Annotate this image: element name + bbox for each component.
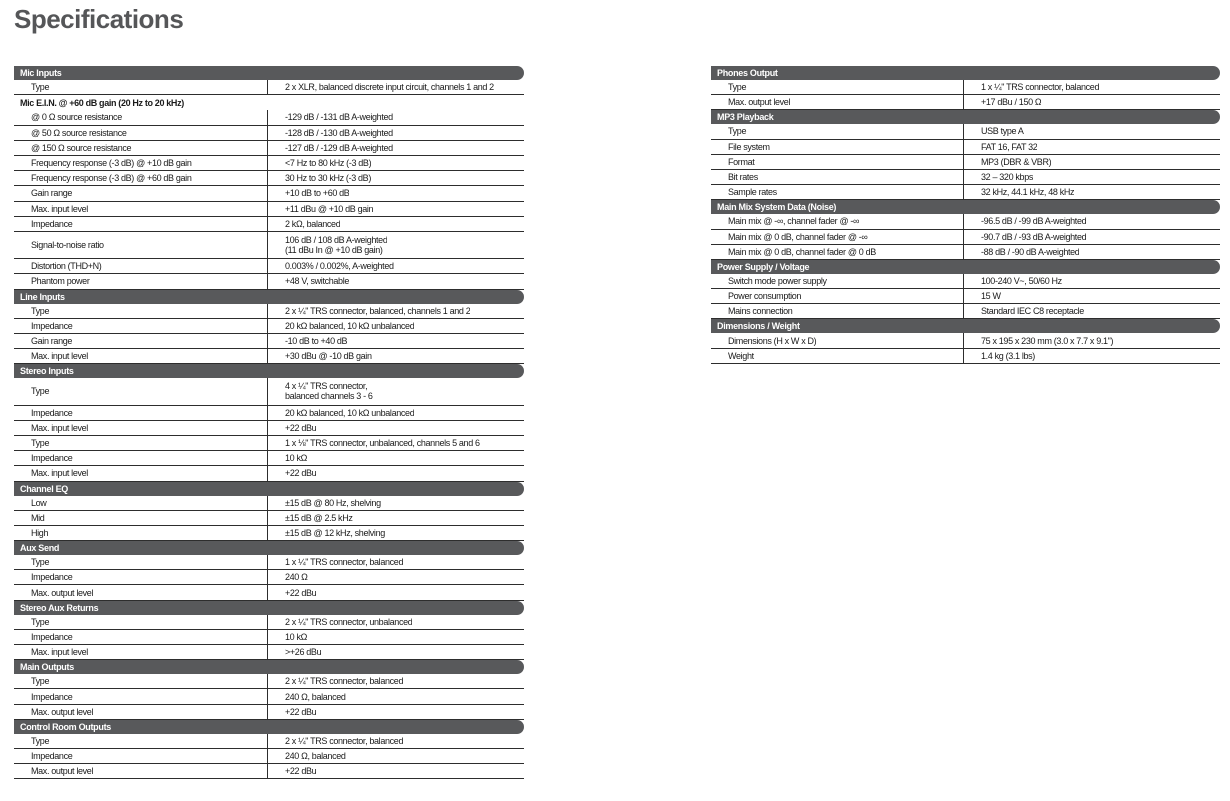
spec-value: 10 kΩ	[285, 453, 307, 464]
spec-row	[711, 304, 1220, 319]
spec-label: Switch mode power supply	[711, 274, 964, 288]
spec-value: USB type A	[981, 126, 1024, 137]
spec-value: 32 kHz, 44.1 kHz, 48 kHz	[981, 187, 1075, 198]
spec-row	[14, 110, 524, 125]
spec-label: Dimensions (H x W x D)	[711, 333, 964, 347]
spec-row	[14, 259, 524, 274]
spec-row	[14, 451, 524, 466]
spec-row	[711, 124, 1220, 139]
spec-row	[711, 140, 1220, 155]
spec-label: Power consumption	[711, 289, 964, 303]
spec-label: Type	[14, 304, 268, 318]
left-spec-column	[14, 66, 524, 779]
spec-row	[14, 421, 524, 436]
spec-row	[711, 95, 1220, 110]
spec-row	[14, 570, 524, 585]
spec-row	[14, 526, 524, 541]
spec-label: Max. input level	[14, 466, 268, 480]
spec-value: 32 – 320 kbps	[981, 172, 1033, 183]
spec-label: Impedance	[14, 570, 268, 584]
spec-label: Type	[14, 378, 268, 404]
section-header-main-outputs: Main Outputs	[14, 660, 524, 674]
spec-row	[14, 406, 524, 421]
spec-value: 2 x ¼" TRS connector, unbalanced	[285, 616, 413, 627]
spec-row	[14, 126, 524, 141]
spec-row	[14, 734, 524, 749]
spec-label: Max. input level	[14, 202, 268, 216]
spec-value: 2 x ¼" TRS connector, balanced, channels 1 and 2	[285, 305, 471, 316]
spec-label: Max. input level	[14, 421, 268, 435]
spec-row	[14, 630, 524, 645]
section-header-mic-inputs: Mic Inputs	[14, 66, 524, 80]
spec-label: File system	[711, 140, 964, 154]
spec-value: 106 dB / 108 dB A-weighted (11 dBu In @ +10 dB gain)	[285, 235, 388, 256]
spec-value: 1 x ¼" TRS connector, balanced	[285, 557, 404, 568]
spec-row	[14, 274, 524, 289]
spec-value: 20 kΩ balanced, 10 kΩ unbalanced	[285, 320, 415, 331]
spec-value: -129 dB / -131 dB A-weighted	[285, 112, 393, 123]
spec-label: Phantom power	[14, 274, 268, 288]
spec-value: -90.7 dB / -93 dB A-weighted	[981, 231, 1087, 242]
spec-value: ±15 dB @ 12 kHz, shelving	[285, 528, 385, 538]
spec-value: 240 Ω	[285, 572, 308, 583]
spec-label: Signal-to-noise ratio	[14, 232, 268, 258]
section-header-stereo-inputs: Stereo Inputs	[14, 364, 524, 378]
spec-value: ±15 dB @ 80 Hz, shelving	[285, 497, 381, 508]
spec-label: @ 50 Ω source resistance	[14, 126, 268, 140]
spec-value: 0.003% / 0.002%, A-weighted	[285, 261, 394, 272]
spec-label: Max. output level	[14, 764, 268, 778]
section-header-control-room-outputs: Control Room Outputs	[14, 720, 524, 734]
spec-label: Max. input level	[14, 645, 268, 659]
spec-row	[14, 202, 524, 217]
section-header-stereo-aux-returns: Stereo Aux Returns	[14, 601, 524, 615]
spec-value: FAT 16, FAT 32	[981, 141, 1038, 152]
spec-label: Low	[14, 496, 268, 510]
spec-subheading-row	[14, 95, 524, 110]
section-header-line-inputs: Line Inputs	[14, 290, 524, 304]
spec-value: 2 x ¼" TRS connector, balanced	[285, 735, 404, 746]
spec-label: @ 150 Ω source resistance	[14, 141, 268, 155]
spec-row	[14, 674, 524, 689]
section-header-phones-output: Phones Output	[711, 66, 1220, 80]
spec-row	[14, 705, 524, 720]
spec-label: Gain range	[14, 186, 268, 200]
spec-label: Main mix @ 0 dB, channel fader @ 0 dB	[711, 245, 964, 259]
spec-value: +10 dB to +60 dB	[285, 188, 350, 199]
spec-subheading: Mic E.I.N. @ +60 dB gain (20 Hz to 20 kHz)	[20, 97, 184, 108]
spec-row	[14, 232, 524, 259]
spec-label: Frequency response (-3 dB) @ +60 dB gain	[14, 171, 268, 185]
spec-label: Sample rates	[711, 185, 964, 199]
spec-label: High	[14, 526, 268, 540]
spec-row	[14, 171, 524, 186]
spec-row	[14, 555, 524, 570]
spec-value: +17 dBu / 150 Ω	[981, 97, 1042, 108]
spec-row	[14, 80, 524, 95]
spec-value: 30 Hz to 30 kHz (-3 dB)	[285, 173, 371, 184]
spec-value: +30 dBu @ -10 dB gain	[285, 351, 372, 362]
spec-label: Max. output level	[14, 585, 268, 599]
spec-value: 10 kΩ	[285, 631, 307, 642]
spec-label: Impedance	[14, 319, 268, 333]
spec-row	[14, 689, 524, 704]
spec-value: 1 x ¼" TRS connector, balanced	[981, 82, 1100, 93]
spec-label: @ 0 Ω source resistance	[14, 110, 268, 124]
spec-value: +48 V, switchable	[285, 276, 350, 287]
spec-label: Gain range	[14, 334, 268, 348]
section-header-mp3-playback: MP3 Playback	[711, 110, 1220, 124]
spec-row	[14, 749, 524, 764]
spec-row	[14, 334, 524, 349]
spec-row	[14, 156, 524, 171]
spec-label: Main mix @ -∞, channel fader @ -∞	[711, 214, 964, 228]
spec-row	[14, 378, 524, 405]
spec-label: Type	[14, 615, 268, 629]
spec-value: -88 dB / -90 dB A-weighted	[981, 246, 1080, 257]
spec-value: 20 kΩ balanced, 10 kΩ unbalanced	[285, 407, 415, 418]
spec-value: Standard IEC C8 receptacle	[981, 306, 1084, 317]
spec-value: +22 dBu	[285, 468, 317, 479]
spec-label: Main mix @ 0 dB, channel fader @ -∞	[711, 230, 964, 244]
spec-label: Type	[14, 436, 268, 450]
spec-label: Bit rates	[711, 170, 964, 184]
spec-row	[14, 319, 524, 334]
spec-label: Impedance	[14, 630, 268, 644]
spec-row	[14, 764, 524, 779]
right-spec-column	[711, 66, 1220, 364]
spec-row	[711, 245, 1220, 260]
spec-row	[711, 80, 1220, 95]
spec-row	[14, 585, 524, 600]
spec-row	[14, 511, 524, 526]
spec-row	[14, 436, 524, 451]
spec-value: -128 dB / -130 dB A-weighted	[285, 127, 393, 138]
spec-value: +22 dBu	[285, 422, 317, 433]
spec-label: Impedance	[14, 451, 268, 465]
page-title: Specifications	[14, 4, 184, 34]
section-header-channel-eq: Channel EQ	[14, 482, 524, 496]
section-header-aux-send: Aux Send	[14, 541, 524, 555]
section-header-power-supply-voltage: Power Supply / Voltage	[711, 260, 1220, 274]
spec-row	[14, 496, 524, 511]
spec-value: MP3 (DBR & VBR)	[981, 156, 1052, 167]
spec-value: >+26 dBu	[285, 647, 322, 658]
spec-value: +22 dBu	[285, 706, 317, 717]
spec-value: 2 x XLR, balanced discrete input circuit, channels 1 and 2	[285, 82, 494, 93]
spec-label: Type	[14, 80, 268, 94]
spec-row	[14, 186, 524, 201]
spec-value: 240 Ω, balanced	[285, 751, 346, 762]
spec-value: -96.5 dB / -99 dB A-weighted	[981, 216, 1087, 227]
spec-row	[14, 217, 524, 232]
spec-value: 240 Ω, balanced	[285, 691, 346, 702]
spec-value: -127 dB / -129 dB A-weighted	[285, 142, 393, 153]
spec-row	[14, 141, 524, 156]
spec-row	[14, 615, 524, 630]
spec-label: Format	[711, 155, 964, 169]
section-header-main-mix-system-data-noise: Main Mix System Data (Noise)	[711, 200, 1220, 214]
spec-value: 1.4 kg (3.1 lbs)	[981, 350, 1035, 361]
spec-value: <7 Hz to 80 kHz (-3 dB)	[285, 158, 372, 169]
spec-label: Frequency response (-3 dB) @ +10 dB gain	[14, 156, 268, 170]
spec-value: 2 kΩ, balanced	[285, 218, 341, 229]
spec-label: Type	[711, 80, 964, 94]
spec-value: 100-240 V~, 50/60 Hz	[981, 275, 1062, 286]
spec-value: 15 W	[981, 291, 1001, 302]
spec-label: Distortion (THD+N)	[14, 259, 268, 273]
spec-row	[711, 214, 1220, 229]
spec-label: Max. output level	[711, 95, 964, 109]
spec-label: Impedance	[14, 749, 268, 763]
spec-row	[711, 274, 1220, 289]
spec-row	[711, 170, 1220, 185]
spec-label: Max. output level	[14, 705, 268, 719]
spec-row	[14, 466, 524, 481]
spec-label: Impedance	[14, 406, 268, 420]
spec-row	[14, 349, 524, 364]
spec-row	[711, 333, 1220, 348]
section-header-dimensions-weight: Dimensions / Weight	[711, 319, 1220, 333]
spec-value: +22 dBu	[285, 587, 317, 598]
spec-label: Type	[14, 674, 268, 688]
spec-label: Type	[711, 124, 964, 138]
spec-row	[711, 289, 1220, 304]
spec-row	[14, 304, 524, 319]
spec-value: 2 x ¼" TRS connector, balanced	[285, 676, 404, 687]
spec-row	[14, 645, 524, 660]
spec-label: Type	[14, 555, 268, 569]
spec-label: Impedance	[14, 217, 268, 231]
spec-value: 4 x ¼" TRS connector, balanced channels 3 - 6	[285, 381, 373, 402]
spec-row	[711, 155, 1220, 170]
spec-value: ±15 dB @ 2.5 kHz	[285, 512, 353, 523]
spec-label: Mid	[14, 511, 268, 525]
spec-row	[711, 230, 1220, 245]
spec-row	[711, 185, 1220, 200]
spec-label: Weight	[711, 349, 964, 363]
spec-label: Mains connection	[711, 304, 964, 318]
spec-value: 75 x 195 x 230 mm (3.0 x 7.7 x 9.1")	[981, 335, 1114, 346]
spec-value: +22 dBu	[285, 766, 317, 777]
spec-value: +11 dBu @ +10 dB gain	[285, 203, 374, 214]
spec-label: Max. input level	[14, 349, 268, 363]
spec-value: -10 dB to +40 dB	[285, 336, 348, 347]
spec-label: Type	[14, 734, 268, 748]
spec-label: Impedance	[14, 689, 268, 703]
spec-value: 1 x ⅛" TRS connector, unbalanced, channels 5 and 6	[285, 438, 480, 449]
spec-row	[711, 349, 1220, 364]
